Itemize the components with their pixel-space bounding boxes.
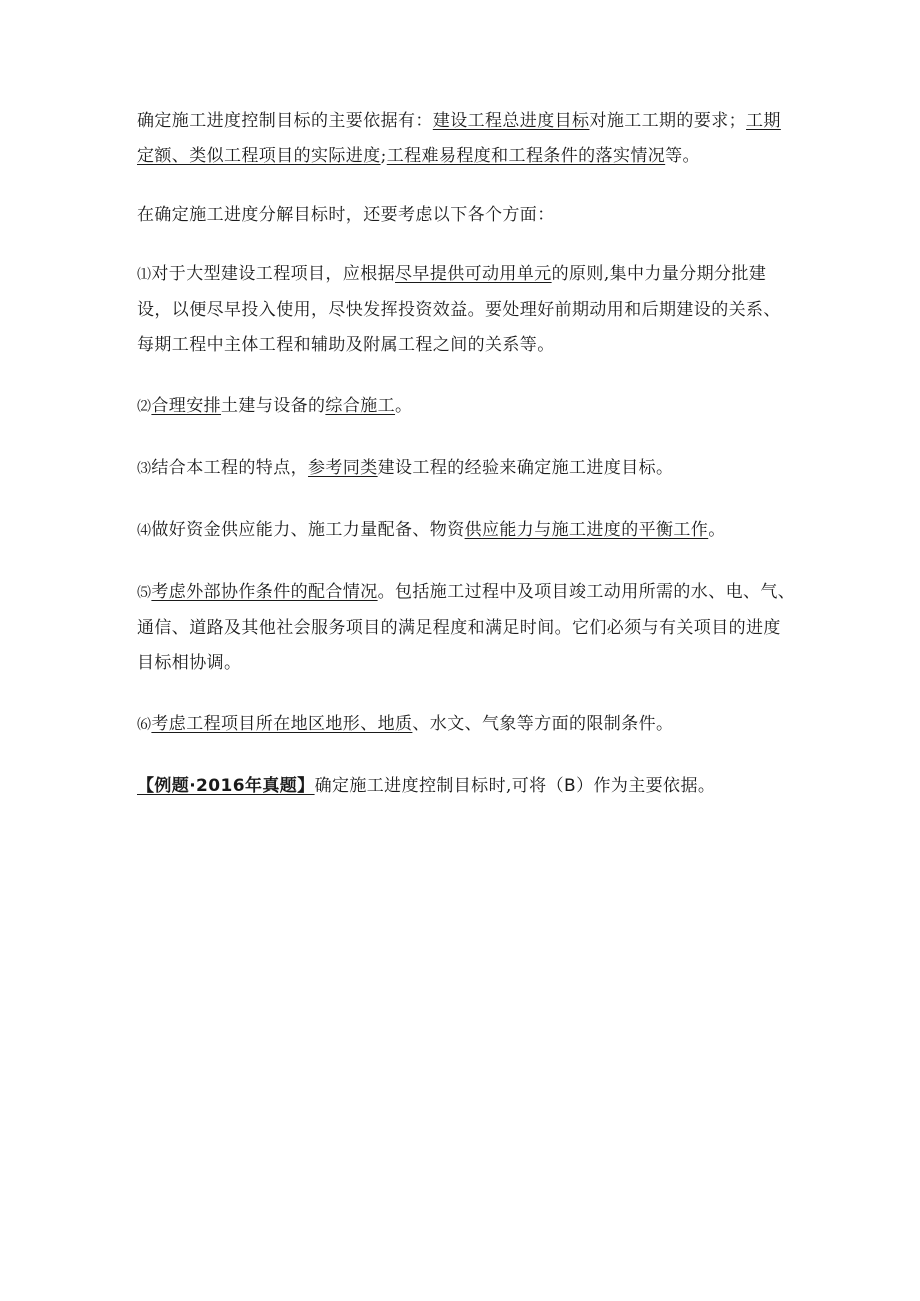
example-tag: 【例题·2016年真题】 — [137, 776, 315, 796]
item-2-highlight-2: 综合施工 — [325, 396, 396, 416]
item-2-number: ⑵ — [137, 399, 152, 415]
basis-highlight-3: 工程难易程度和工程条件的落实情况 — [386, 146, 666, 166]
basis-text-2: 对施工工期的要求； — [589, 111, 747, 131]
item-5-highlight: 考虑外部协作条件的配合情况 — [151, 582, 378, 602]
basis-text-4: 等。 — [665, 146, 700, 166]
item-6-text-1: 、水文、气象等方面的限制条件。 — [412, 714, 674, 734]
item-6-highlight: 考虑工程项目所在地区地形、地质 — [151, 714, 413, 734]
item-4-highlight: 供应能力与施工进度的平衡工作 — [464, 520, 709, 540]
item-5-text-1: 。包括施工过程中及项目竣工动用所需的水、电、气、通信、道路及其他社会服务项目的满足程度和满足时间。它们必须与有关项目的进度目标相协调。 — [137, 582, 796, 673]
basis-text-1: 确定施工进度控制目标的主要依据有： — [137, 111, 433, 131]
intro-paragraph: 在确定施工进度分解目标时，还要考虑以下各个方面： — [137, 205, 555, 225]
example-text-2: ）作为主要依据。 — [576, 776, 716, 796]
basis-paragraph — [137, 104, 797, 174]
item-1-text-2: 的原则,集中力量分期分批建设，以便尽早投入使用，尽快发挥投资效益。要处理好前期动用和后期建设的关系、每期工程中主体工程和辅助及附属工程之间的关系等。 — [137, 264, 781, 355]
basis-highlight-2: 工期定额、类似工程项目的实际进度 — [137, 111, 781, 166]
item-1-number: ⑴ — [137, 267, 152, 283]
item-2-text-1: 土建与设备的 — [221, 396, 326, 416]
item-2 — [137, 389, 797, 425]
item-4-text-2: 。 — [708, 520, 726, 540]
item-1 — [137, 257, 797, 363]
item-5-number: ⑸ — [137, 585, 152, 601]
item-3-text-2: 建设工程的经验来确定施工进度目标。 — [377, 458, 674, 478]
item-2-text-2: 。 — [395, 396, 413, 416]
item-5 — [137, 575, 797, 681]
item-1-highlight: 尽早提供可动用单元 — [395, 264, 552, 284]
item-6 — [137, 707, 797, 743]
item-2-highlight-1: 合理安排 — [151, 396, 222, 416]
item-3-number: ⑶ — [137, 461, 152, 477]
basis-text-3: ; — [380, 146, 387, 166]
item-3-highlight: 参考同类 — [308, 458, 378, 478]
document-page — [137, 104, 797, 830]
item-3 — [137, 451, 797, 487]
item-4 — [137, 513, 797, 549]
item-3-text-1: 结合本工程的特点， — [151, 458, 309, 478]
example-text-1: 确定施工进度控制目标时,可将（ — [314, 776, 564, 796]
item-6-number: ⑹ — [137, 717, 152, 733]
example-answer: B — [563, 776, 577, 796]
example-question — [137, 769, 797, 804]
item-4-number: ⑷ — [137, 523, 152, 539]
item-4-text-1: 做好资金供应能力、施工力量配备、物资 — [151, 520, 465, 540]
item-1-text-1: 对于大型建设工程项目，应根据 — [151, 264, 396, 284]
basis-highlight-1: 建设工程总进度目标 — [432, 111, 590, 131]
